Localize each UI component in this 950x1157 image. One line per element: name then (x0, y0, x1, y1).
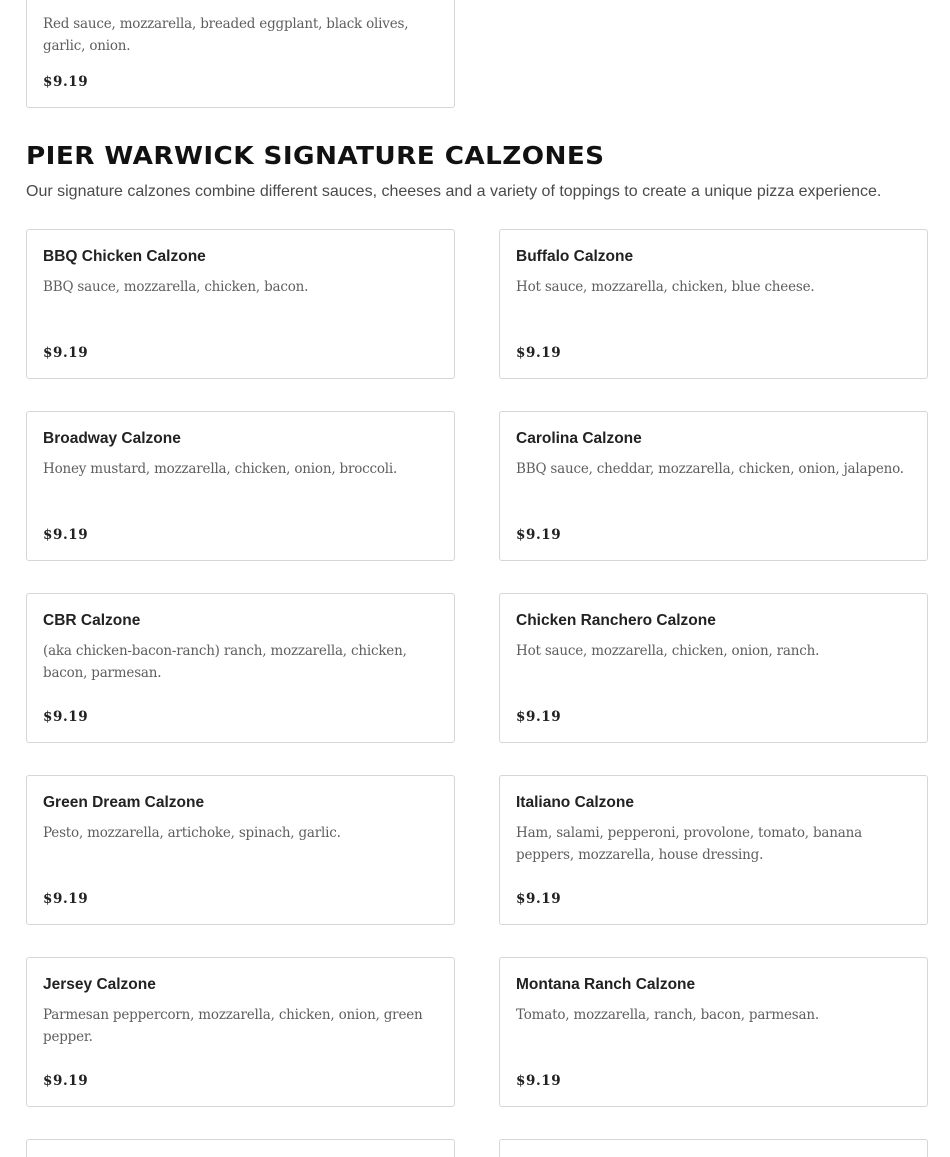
menu-item-card[interactable] (26, 1139, 455, 1157)
menu-item-description: Parmesan peppercorn, mozzarella, chicken, onion, green pepper. (43, 1007, 423, 1045)
menu-item-name: Buffalo Calzone (516, 248, 634, 265)
menu-item-name: Carolina Calzone (516, 430, 642, 447)
menu-item-price: $9.19 (516, 709, 562, 725)
menu-item-description: Honey mustard, mozzarella, chicken, onion, broccoli. (43, 461, 398, 477)
menu-item-price: $9.19 (43, 891, 89, 907)
menu-item-card[interactable] (26, 775, 455, 925)
menu-item-card[interactable] (499, 411, 928, 561)
menu-item-card[interactable] (26, 593, 455, 743)
menu-item-description: (aka chicken-bacon-ranch) ranch, mozzarella, chicken, bacon, parmesan. (43, 643, 407, 681)
menu-item-price: $9.19 (43, 1073, 89, 1089)
menu-item-name: Italiano Calzone (516, 794, 634, 811)
menu-item-card[interactable] (499, 593, 928, 743)
menu-item-card[interactable] (26, 411, 455, 561)
menu-item-price: $9.19 (516, 527, 562, 543)
menu-item-card[interactable] (499, 229, 928, 379)
menu-item-card[interactable] (26, 957, 455, 1107)
menu-item-card[interactable] (26, 0, 455, 108)
menu-item-description: Pesto, mozzarella, artichoke, spinach, garlic. (43, 825, 341, 841)
menu-item-card[interactable] (499, 1139, 928, 1157)
menu-item-name: Green Dream Calzone (43, 794, 205, 811)
menu-item-description: BBQ sauce, mozzarella, chicken, bacon. (43, 279, 309, 295)
menu-item-price: $9.19 (43, 74, 89, 90)
menu-item-card[interactable] (499, 775, 928, 925)
menu-item-price: $9.19 (516, 1073, 562, 1089)
menu-item-name: Jersey Calzone (43, 976, 156, 993)
menu-item-price: $9.19 (43, 709, 89, 725)
menu-item-price: $9.19 (516, 345, 562, 361)
menu-item-price: $9.19 (516, 891, 562, 907)
menu-item-card[interactable] (26, 229, 455, 379)
menu-item-description: Red sauce, mozzarella, breaded eggplant, black olives, garlic, onion. (43, 16, 409, 54)
menu-item-name: Montana Ranch Calzone (516, 976, 696, 993)
menu-item-description: Hot sauce, mozzarella, chicken, blue cheese. (516, 279, 815, 295)
menu-item-description: Ham, salami, pepperoni, provolone, tomato, banana peppers, mozzarella, house dressing. (516, 825, 862, 863)
menu-item-name: BBQ Chicken Calzone (43, 248, 206, 265)
menu-item-description: Hot sauce, mozzarella, chicken, onion, ranch. (516, 643, 820, 659)
menu-item-card[interactable] (499, 957, 928, 1107)
menu-item-name: Chicken Ranchero Calzone (516, 612, 716, 629)
menu-item-description: Tomato, mozzarella, ranch, bacon, parmesan. (516, 1007, 819, 1023)
menu-item-name: CBR Calzone (43, 612, 141, 629)
menu-item-price: $9.19 (43, 345, 89, 361)
section-title: PIER WARWICK SIGNATURE CALZONES (26, 141, 605, 170)
section-description: Our signature calzones combine different sauces, cheeses and a variety of toppings to create a unique pizza experience. (26, 183, 882, 200)
menu-item-price: $9.19 (43, 527, 89, 543)
menu-item-description: BBQ sauce, cheddar, mozzarella, chicken, onion, jalapeno. (516, 461, 904, 477)
menu-item-name: Broadway Calzone (43, 430, 181, 447)
